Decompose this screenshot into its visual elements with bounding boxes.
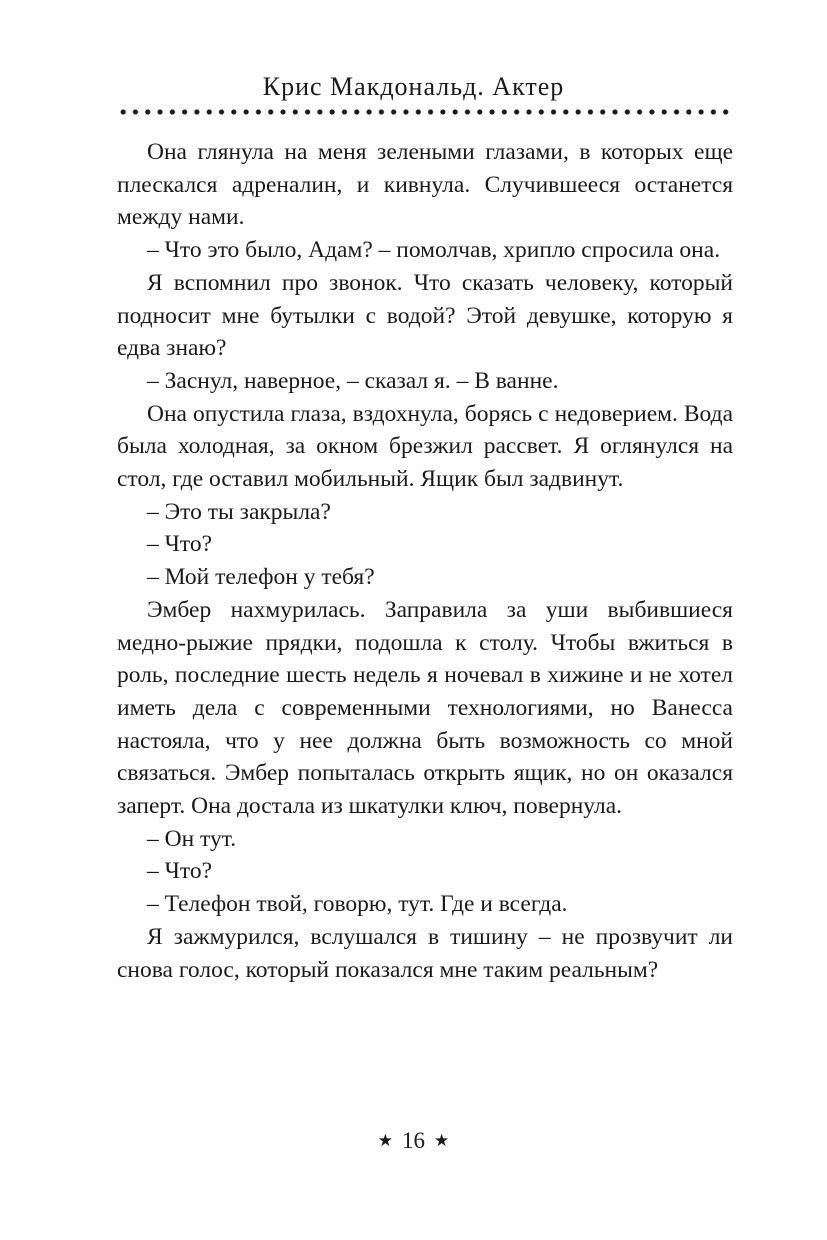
- body-text: [117, 136, 733, 986]
- paragraph: – Что?: [147, 531, 213, 558]
- paragraph: – Заснул, наверное, – сказал я. – В ванне.: [147, 367, 559, 394]
- paragraph: – Это ты закрыла?: [147, 498, 331, 525]
- paragraph: – Мой телефон у тебя?: [147, 564, 375, 591]
- page-footer: [0, 1128, 827, 1154]
- dotted-rule-divider: [117, 109, 733, 115]
- paragraph: Я зажмурился, вслушался в тишину – не прозвучит ли снова голос, который показался мне таким реальным?: [117, 923, 733, 983]
- paragraph: – Что?: [147, 858, 213, 885]
- paragraph: Я вспомнил про звонок. Что сказать человеку, который подносит мне бутылки с водой? Этой девушке, которую я едва знаю?: [117, 269, 733, 362]
- paragraph: Она опустила глаза, вздохнула, борясь с недоверием. Вода была холодная, за окном брезжил рассвет. Я оглянулся на стол, где оставил мобильный. Ящик был задвинут.: [117, 400, 733, 493]
- paragraph: Она глянула на меня зелеными глазами, в которых еще плескался адреналин, и кивнула. Случившееся останется между нами.: [117, 139, 733, 231]
- paragraph: – Что это было, Адам? – помолчав, хрипло спросила она.: [147, 237, 721, 264]
- paragraph: – Он тут.: [147, 825, 237, 852]
- star-icon: ★: [434, 1131, 450, 1150]
- page-number: 16: [402, 1128, 425, 1153]
- paragraph: – Телефон твой, говорю, тут. Где и всегда.: [147, 891, 568, 918]
- paragraph: Эмбер нахмурилась. Заправила за уши выбившиеся медно-рыжие прядки, подошла к столу. Чтобы вжиться в роль, последние шесть недель я ночевал в хижине и не хотел иметь дела с современными технологиями, но Ванесса настояла, что у нее должна быть возможность со мной связаться. Эмбер попыталась открыть ящик, но он оказался заперт. Она достала из шкатулки ключ, повернула.: [117, 596, 733, 820]
- running-title: Крис Макдональд. Актер: [262, 72, 565, 101]
- star-icon: ★: [377, 1131, 393, 1150]
